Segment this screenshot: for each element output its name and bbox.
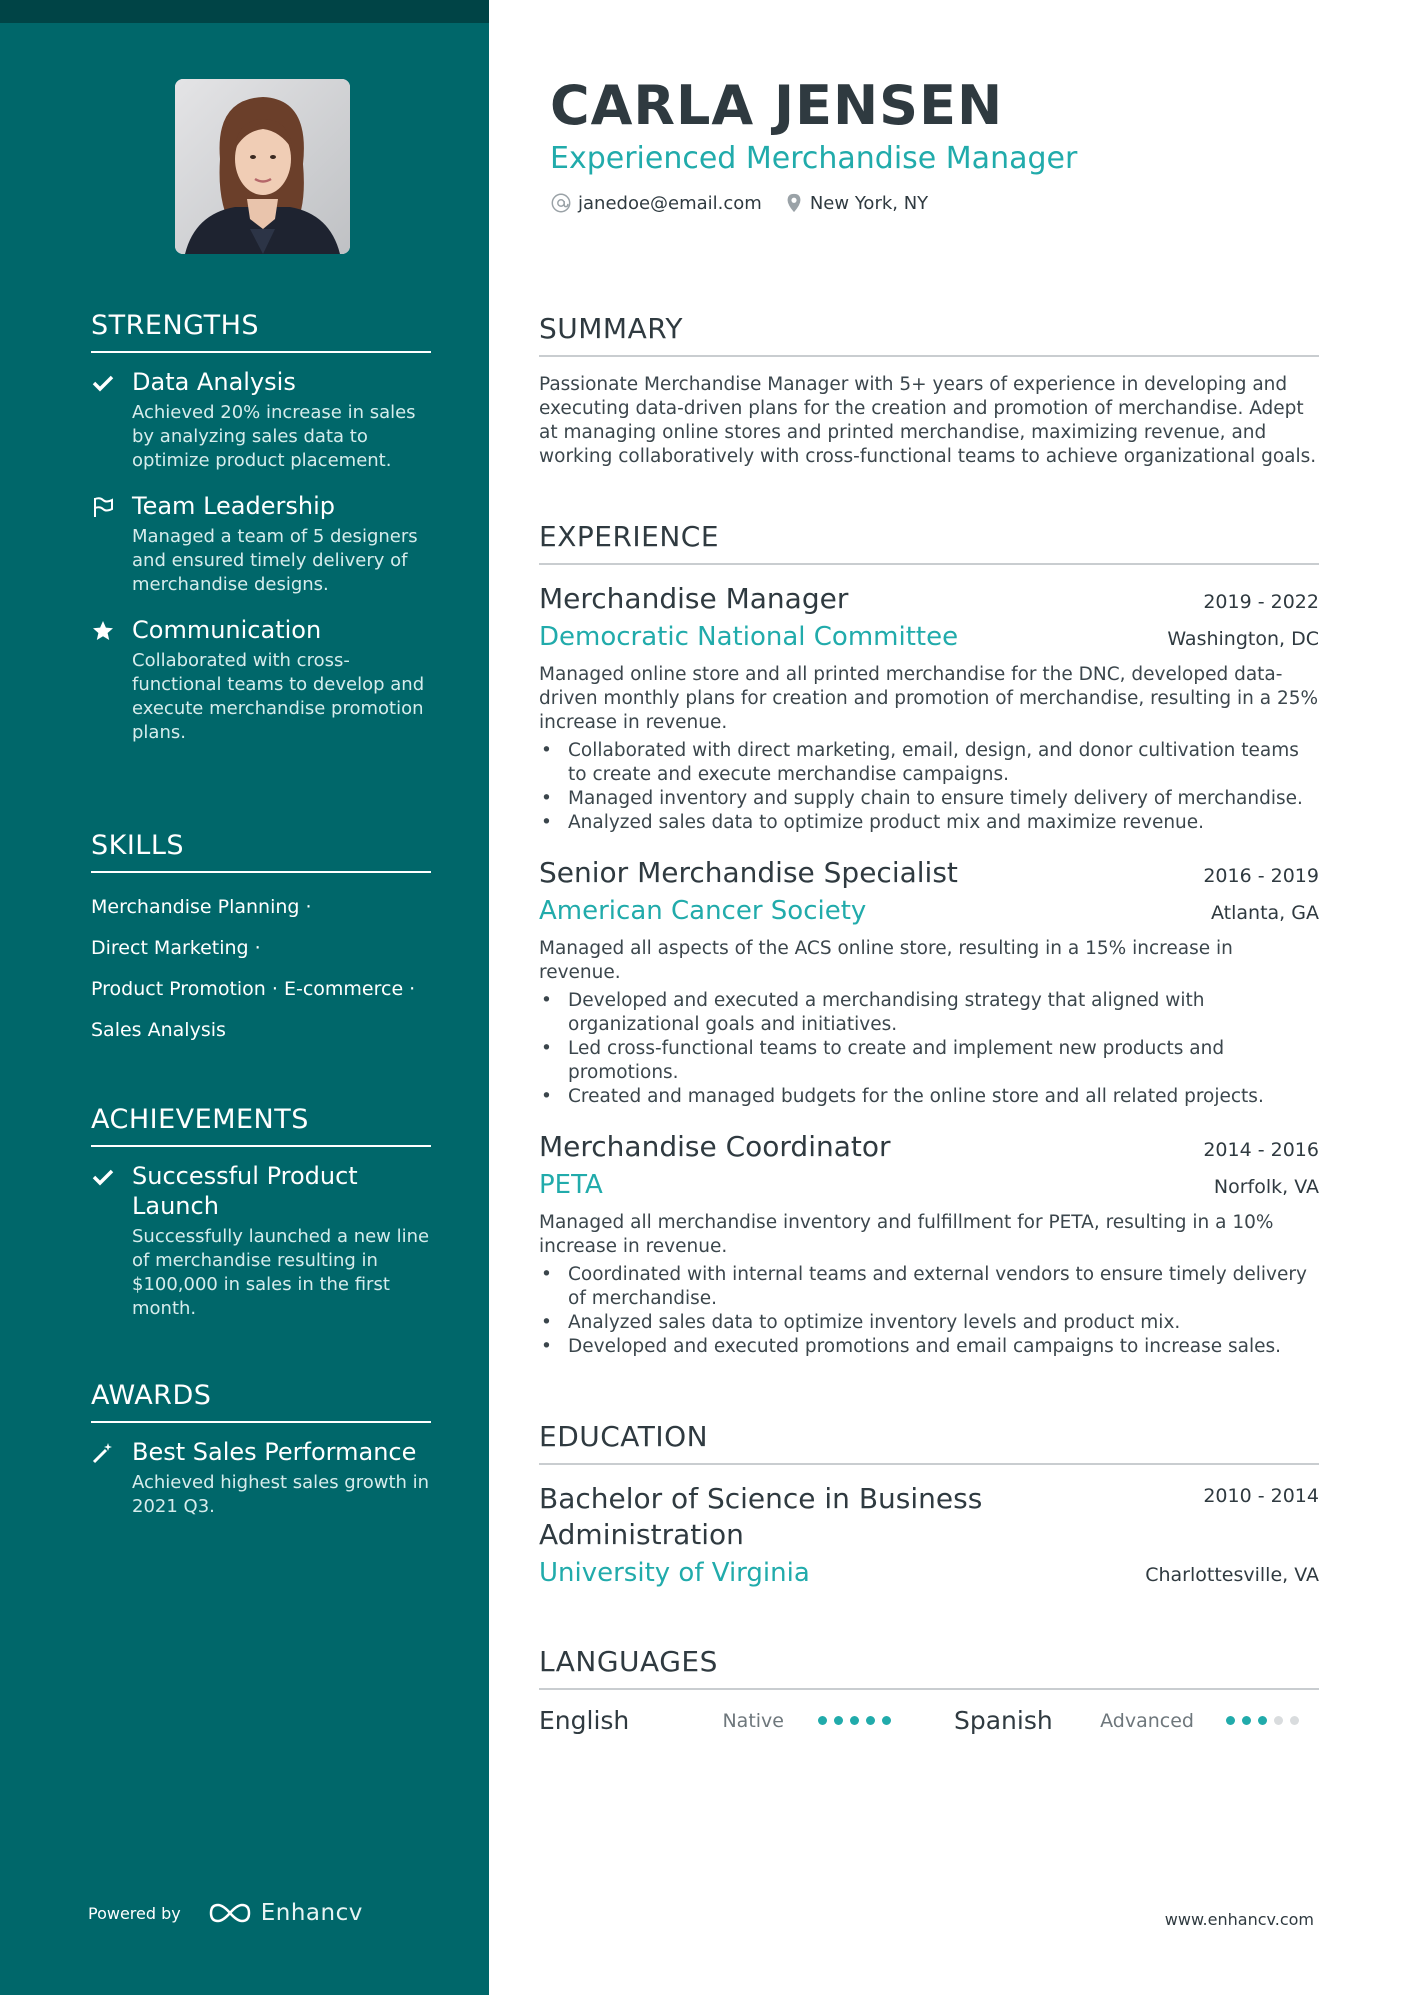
rating-dot-filled — [1258, 1716, 1267, 1725]
job-bullet: • Developed and executed promotions and email campaigns to increase sales. — [539, 1335, 1319, 1359]
sidebar-top-bar — [0, 0, 489, 23]
languages-section — [539, 1645, 1319, 1735]
job-title: Merchandise Coordinator — [539, 1130, 891, 1163]
skill-line: Direct Marketing · — [91, 937, 261, 959]
job-bullets — [539, 989, 1319, 1109]
candidate-name: CARLA JENSEN — [550, 74, 1004, 137]
enhancv-logo-icon — [207, 1901, 253, 1925]
job-bullet: • Created and managed budgets for the online store and all related projects. — [539, 1085, 1319, 1109]
job-title: Merchandise Manager — [539, 582, 849, 615]
award-item — [91, 1437, 431, 1519]
strength-item — [91, 615, 431, 745]
email-text: janedoe@email.com — [578, 192, 762, 214]
awards-title: AWARDS — [91, 1380, 431, 1423]
language-name: English — [539, 1706, 630, 1735]
achievement-item — [91, 1161, 431, 1321]
achievements-title: ACHIEVEMENTS — [91, 1104, 431, 1147]
strength-title: Communication — [132, 616, 322, 644]
strength-item — [91, 367, 431, 473]
language-item — [539, 1706, 954, 1735]
contact-row — [550, 192, 1320, 214]
strengths-title: STRENGTHS — [91, 310, 431, 353]
rating-dot-filled — [818, 1716, 827, 1725]
job-company: PETA — [539, 1170, 603, 1200]
summary-title: SUMMARY — [539, 312, 1319, 357]
job-title: Senior Merchandise Specialist — [539, 856, 958, 889]
job-company: American Cancer Society — [539, 896, 867, 926]
job-bullet: • Collaborated with direct marketing, email, design, and donor cultivation teams to create and execute merchandise campaigns. — [539, 739, 1319, 787]
flag-icon — [91, 495, 115, 519]
language-level: Advanced — [1100, 1709, 1194, 1732]
strength-text: Achieved 20% increase in sales by analyzing sales data to optimize product placement. — [132, 402, 416, 471]
job-entry — [539, 581, 1319, 835]
location-contact — [784, 192, 928, 214]
resume-header — [550, 74, 1320, 214]
skill-line: Sales Analysis — [91, 1019, 226, 1041]
award-title: Best Sales Performance — [132, 1438, 417, 1466]
experience-section — [539, 520, 1319, 1359]
footer-url[interactable]: www.enhancv.com — [1164, 1910, 1314, 1929]
candidate-role: Experienced Merchandise Manager — [550, 141, 1078, 176]
location-pin-icon — [784, 192, 804, 214]
strengths-section — [91, 310, 431, 745]
job-company: Democratic National Committee — [539, 622, 959, 652]
job-location: Washington, DC — [1167, 628, 1319, 650]
strength-item — [91, 491, 431, 597]
education-section — [539, 1420, 1319, 1591]
job-bullets — [539, 739, 1319, 835]
job-dates: 2016 - 2019 — [1203, 865, 1319, 887]
rating-dot-empty — [1274, 1716, 1283, 1725]
strength-text: Collaborated with cross-functional teams to develop and execute merchandise promotion plans. — [132, 650, 425, 743]
education-dates: 2010 - 2014 — [1203, 1485, 1319, 1507]
awards-section — [91, 1380, 431, 1519]
achievement-title: Successful Product Launch — [132, 1162, 358, 1220]
sidebar — [0, 0, 489, 1995]
rating-dot-filled — [882, 1716, 891, 1725]
rating-dot-filled — [1226, 1716, 1235, 1725]
language-level: Native — [722, 1709, 784, 1732]
job-bullet: • Developed and executed a merchandising strategy that aligned with organizational goals and initiatives. — [539, 989, 1319, 1037]
language-rating — [818, 1716, 898, 1725]
skill-line: Merchandise Planning · — [91, 896, 312, 918]
check-icon — [91, 1165, 115, 1189]
strength-title: Team Leadership — [132, 492, 335, 520]
rating-dot-empty — [1290, 1716, 1299, 1725]
job-bullets — [539, 1263, 1319, 1359]
job-location: Atlanta, GA — [1211, 902, 1319, 924]
award-text: Achieved highest sales growth in 2021 Q3. — [132, 1472, 430, 1517]
job-description: Managed all merchandise inventory and fulfillment for PETA, resulting in a 10% increase in revenue. — [539, 1212, 1274, 1257]
job-bullet: • Analyzed sales data to optimize product mix and maximize revenue. — [539, 811, 1319, 835]
rating-dot-filled — [850, 1716, 859, 1725]
job-description: Managed all aspects of the ACS online store, resulting in a 15% increase in revenue. — [539, 938, 1233, 983]
rating-dot-filled — [834, 1716, 843, 1725]
check-icon — [91, 371, 115, 395]
job-location: Norfolk, VA — [1213, 1176, 1319, 1198]
strength-text: Managed a team of 5 designers and ensured timely delivery of merchandise designs. — [132, 526, 418, 595]
job-bullet: • Managed inventory and supply chain to ensure timely delivery of merchandise. — [539, 787, 1319, 811]
at-icon — [550, 192, 572, 214]
achievement-text: Successfully launched a new line of merchandise resulting in $100,000 in sales in the first month. — [132, 1226, 430, 1319]
language-rating — [1226, 1716, 1306, 1725]
enhancv-logo[interactable] — [207, 1900, 363, 1926]
job-dates: 2014 - 2016 — [1203, 1139, 1319, 1161]
powered-by — [88, 1900, 363, 1926]
languages-title: LANGUAGES — [539, 1645, 1319, 1690]
powered-by-label: Powered by — [88, 1903, 181, 1923]
job-bullet: • Led cross-functional teams to create and implement new products and promotions. — [539, 1037, 1319, 1085]
languages-row — [539, 1706, 1319, 1735]
skill-line: Product Promotion · E-commerce · — [91, 978, 416, 1000]
job-entry — [539, 855, 1319, 1109]
rating-dot-filled — [1242, 1716, 1251, 1725]
star-icon — [91, 619, 115, 643]
job-entry — [539, 1129, 1319, 1359]
achievements-section — [91, 1104, 431, 1321]
school-location: Charlottesville, VA — [1145, 1564, 1319, 1586]
school-name: University of Virginia — [539, 1558, 810, 1588]
education-title: EDUCATION — [539, 1420, 1319, 1465]
strength-title: Data Analysis — [132, 368, 296, 396]
degree-title: Bachelor of Science in Business Administration — [539, 1482, 983, 1551]
profile-photo — [175, 79, 350, 254]
job-description: Managed online store and all printed merchandise for the DNC, developed data-driven monthly plans for creation and promotion of merchandise, resulting in a 25% increase in revenue. — [539, 664, 1319, 733]
rating-dot-filled — [866, 1716, 875, 1725]
experience-title: EXPERIENCE — [539, 520, 1319, 565]
job-bullet: • Analyzed sales data to optimize inventory levels and product mix. — [539, 1311, 1319, 1335]
job-dates: 2019 - 2022 — [1203, 591, 1319, 613]
job-bullet: • Coordinated with internal teams and external vendors to ensure timely delivery of merchandise. — [539, 1263, 1319, 1311]
skills-section — [91, 830, 431, 1051]
email-contact[interactable] — [550, 192, 762, 214]
magic-wand-icon — [91, 1441, 115, 1465]
location-text: New York, NY — [809, 192, 929, 214]
language-item — [954, 1706, 1319, 1735]
summary-section — [539, 312, 1319, 469]
skills-list — [91, 887, 431, 1051]
language-name: Spanish — [954, 1706, 1053, 1735]
education-entry — [539, 1481, 1319, 1591]
summary-text: Passionate Merchandise Manager with 5+ years of experience in developing and executing data-driven plans for the creation and promotion of merchandise. Adept at managing online stores and printed merchandise, maximizing revenue, and working collaboratively with cross-functional teams to achieve organizational goals. — [539, 374, 1317, 467]
brand-name: Enhancv — [260, 1900, 363, 1926]
skills-title: SKILLS — [91, 830, 431, 873]
